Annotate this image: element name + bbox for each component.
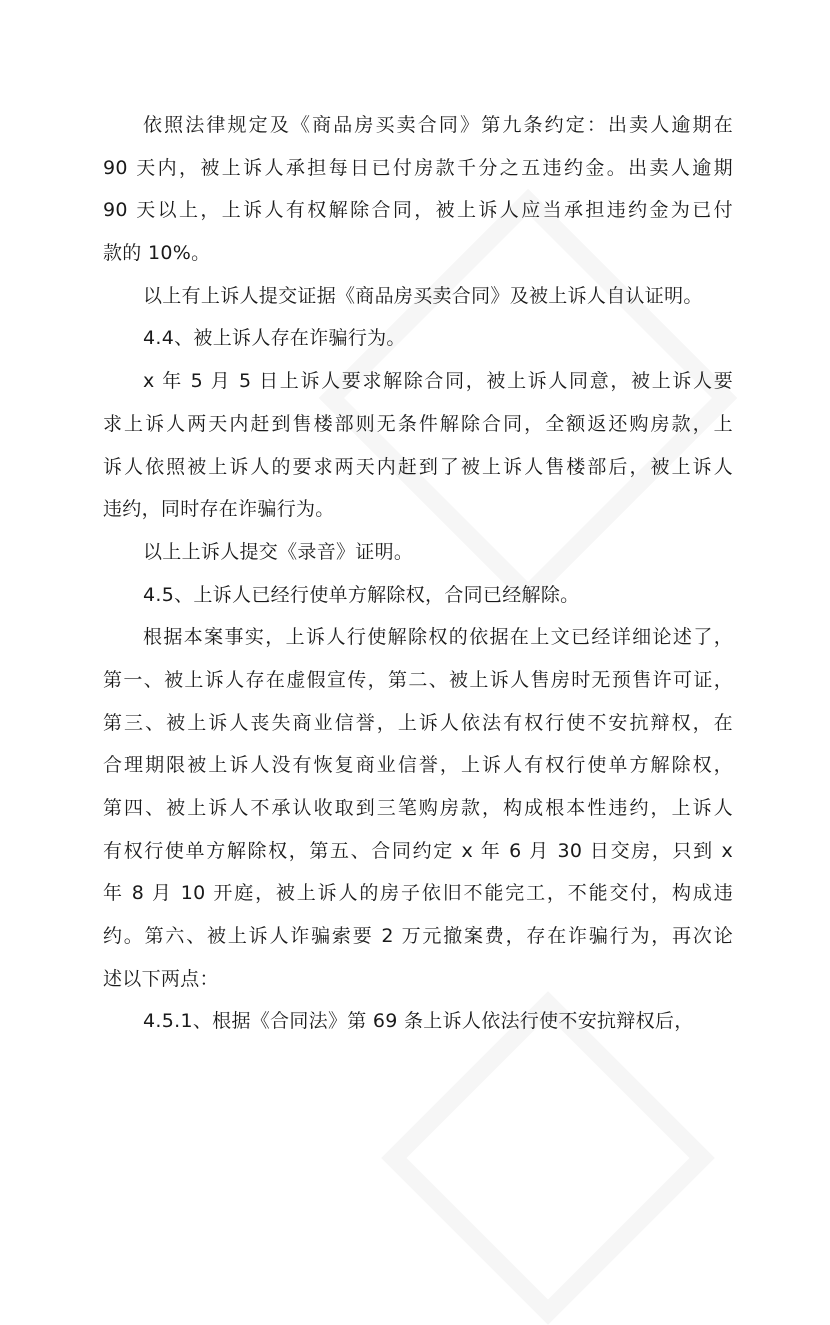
text-line: 款的 10%。 (103, 242, 211, 265)
text-line: 违约，同时存在诈骗行为。 (103, 498, 335, 521)
paragraph (103, 574, 733, 617)
text-line: 第三、被上诉人丧失商业信誉，上诉人依法有权行使不安抗辩权，在 (103, 711, 733, 734)
text-line: 4.5、上诉人已经行使单方解除权，合同已经解除。 (143, 583, 580, 606)
text-line: 第一、被上诉人存在虚假宣传，第二、被上诉人售房时无预售许可证， (103, 668, 733, 691)
text-line: 依照法律规定及《商品房买卖合同》第九条约定：出卖人逾期在 (143, 114, 733, 136)
document-page (103, 104, 733, 1043)
paragraph (103, 360, 733, 531)
paragraph (103, 616, 733, 1000)
text-line: 诉人依照被上诉人的要求两天内赶到了被上诉人售楼部后，被上诉人 (103, 455, 733, 478)
paragraph (103, 1000, 733, 1043)
text-line: 4.5.1、根据《合同法》第 69 条上诉人依法行使不安抗辩权后， (143, 1010, 694, 1033)
text-line: 4.4、被上诉人存在诈骗行为。 (143, 327, 406, 350)
paragraph (103, 104, 733, 275)
text-line: 有权行使单方解除权，第五、合同约定 x 年 6 月 30 日交房，只到 x (103, 839, 733, 862)
paragraph (103, 317, 733, 360)
paragraph (103, 531, 733, 574)
text-line: 根据本案事实，上诉人行使解除权的依据在上文已经详细论述了， (143, 626, 733, 649)
text-line: 合理期限被上诉人没有恢复商业信誉，上诉人有权行使单方解除权， (103, 754, 733, 777)
text-line: 约。第六、被上诉人诈骗索要 2 万元撤案费，存在诈骗行为，再次论 (103, 925, 733, 948)
text-line: 年 8 月 10 开庭，被上诉人的房子依旧不能完工，不能交付，构成违 (103, 882, 733, 905)
text-line: x 年 5 月 5 日上诉人要求解除合同，被上诉人同意，被上诉人要 (143, 370, 733, 393)
paragraph (103, 275, 733, 318)
text-line: 述以下两点： (103, 967, 219, 990)
text-line: 求上诉人两天内赶到售楼部则无条件解除合同，全额返还购房款，上 (103, 412, 733, 435)
text-line: 以上有上诉人提交证据《商品房买卖合同》及被上诉人自认证明。 (143, 284, 703, 307)
text-line: 以上上诉人提交《录音》证明。 (143, 540, 414, 563)
text-line: 90 天以上，上诉人有权解除合同，被上诉人应当承担违约金为已付 (103, 199, 733, 222)
text-line: 90 天内，被上诉人承担每日已付房款千分之五违约金。出卖人逾期 (103, 156, 733, 179)
text-line: 第四、被上诉人不承认收取到三笔购房款，构成根本性违约，上诉人 (103, 797, 733, 819)
